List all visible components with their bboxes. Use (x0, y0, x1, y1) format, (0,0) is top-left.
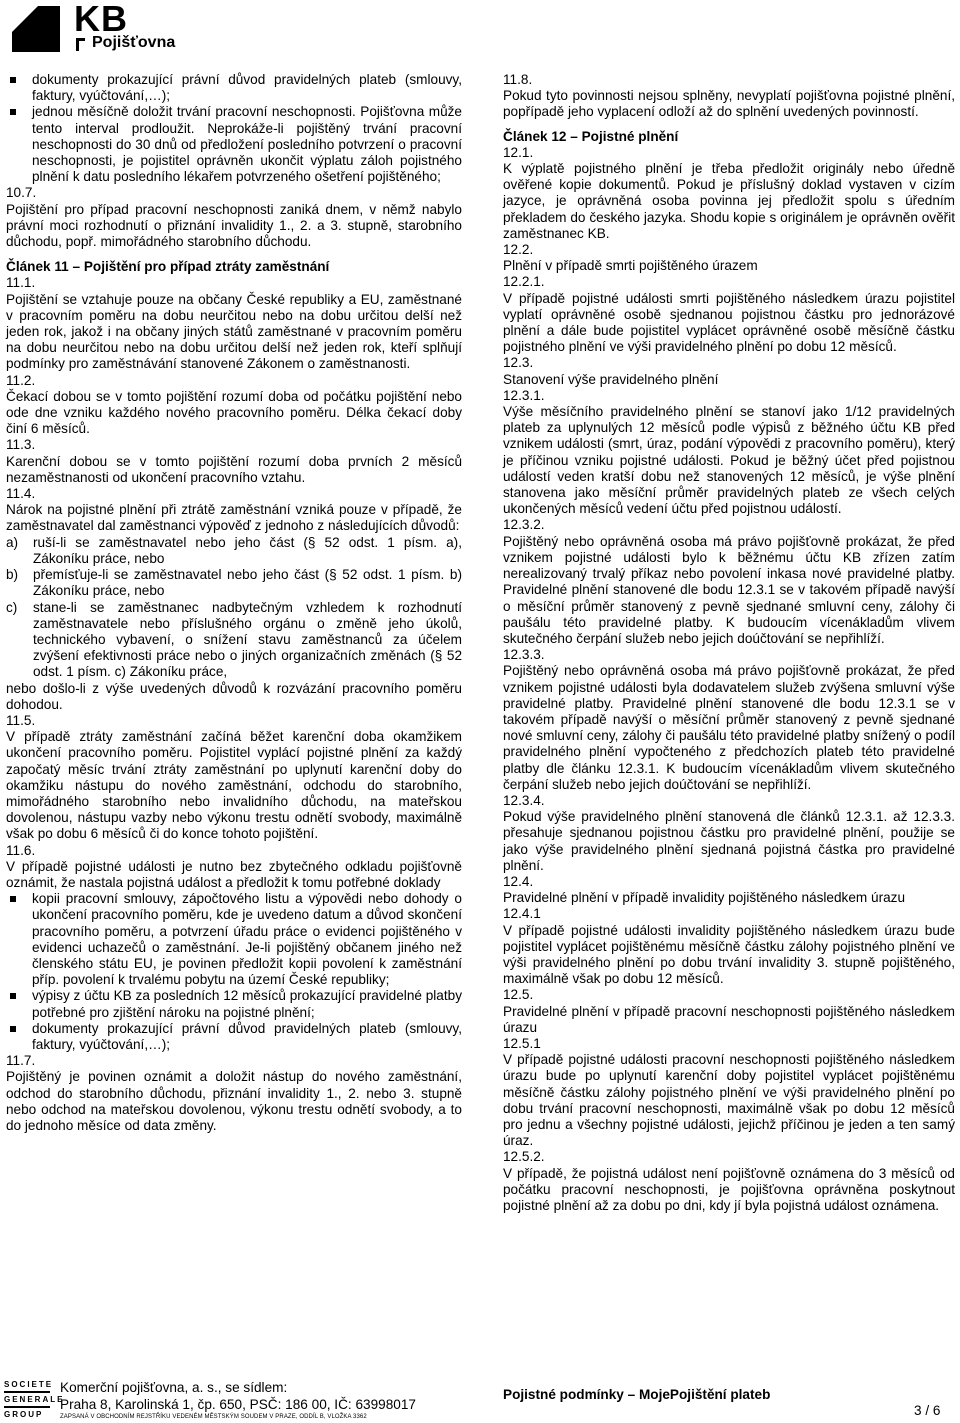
paragraph: Pojištěný nebo oprávněná osoba má právo pojišťovně prokázat, že před vznikem pojistné události bylo k běžnému účtu KB zřízen zatím nerealizovaný trvalý příkaz nebo povolení inkasa nové pravidelné platby. Pravidelné plnění stanovené dle bodu 12.3.1 se v takovém případě navýší o měsíční průměr stanovený z pevně sjednané smluvní ceny, zálohy či paušálu této pravidelné platby. K budoucím vícenákladům vlivem skutečného čerpání služeb nebo jejich doúčtování se nepřihlíží. (503, 533, 955, 646)
item-text: přemísťuje-li se zaměstnavatel nebo jeho část (§ 52 odst. 1 písm. b) Zákoníku práce, nebo (33, 567, 462, 599)
paragraph: Stanovení výše pravidelného plnění (503, 371, 719, 387)
paragraph: V případě ztráty zaměstnání začíná běžet karenční doba okamžikem ukončení pracovního poměru. Pojistitel vyplácí pojistné plnění za každý započatý měsíc trvání ztráty zaměstnání po uplynutí karenční doby do okamžiku nástupu do nového zaměstnání, odchodu do starobního, mimořádného starobního nebo invalidního důchodu, na mateřskou dovolenou, nástupu vazby nebo výkonu trestu odnětí svobody, maximálně však po dobu 6 měsíců či do konce tohoto pojištění. (6, 729, 462, 842)
section-number: 11.2. (6, 372, 36, 388)
article-heading: Článek 11 – Pojištění pro případ ztráty zaměstnání (6, 259, 330, 275)
paragraph: V případě pojistné události pracovní neschopnosti pojištěného následkem úrazu bude po uplynutí karenční doby pojistitel vyplácet pojištěnému měsíčně částku zálohy pojistného plnění ve výši pravidelného plnění po dobu trvání pracovní neschopnosti, maximálně však po dobu 12 měsíců pro jednu a všechny pojistné události, jejichž příčinou je jeden a ten samý úraz. (503, 1052, 955, 1149)
footer-company: Komerční pojišťovna, a. s., se sídlem: (60, 1380, 288, 1395)
paragraph: Pravidelné plnění v případě invalidity pojištěného následkem úrazu (503, 890, 906, 906)
list-item (6, 600, 462, 681)
right-column (503, 72, 955, 1214)
article-heading: Článek 12 – Pojistné plnění (503, 128, 679, 144)
list-item: kopii pracovní smlouvy, zápočtového listu a výpovědi nebo dohody o ukončení pracovního poměru, kde je uvedeno datum a důvod skončení pracovního poměru, a potvrzení úřadu práce o evidenci pojištěného v evidenci uchazečů o zaměstnání. Je-li pojištěný občanem jiného než členského státu EU, je povinen předložit kopii povolení k zaměstnání příp. povolení k trvalému pobytu na území České republiky; (6, 891, 462, 988)
item-label: b) (6, 567, 19, 583)
paragraph: Pojištěný je povinen oznámit a doložit nástup do nového zaměstnání, odchod do starobního důchodu, přiznání invalidity 1., 2. nebo 3. stupně nebo odchod na mateřskou dovolenou, výkonu trestu odnětí svobody, a to do jednoho měsíce od data změny. (6, 1069, 462, 1133)
section-number: 12.5.1 (503, 1035, 541, 1051)
section-number: 12.1. (503, 144, 534, 160)
section-number: 12.3. (503, 355, 534, 371)
bullet-list-documents (6, 891, 462, 1053)
paragraph: Pravidelné plnění v případě pracovní neschopnosti pojištěného následkem úrazu (503, 1003, 955, 1035)
paragraph: Pokud tyto povinnosti nejsou splněny, nevyplatí pojišťovna pojistné plnění, popřípadě jeho vyplacení odloží až do splnění uvedených povinností. (503, 88, 955, 120)
kb-logo-text: KB (74, 0, 128, 39)
societe-generale-logo (4, 1379, 64, 1420)
sg-bar-red (4, 1391, 50, 1393)
item-text: stane-li se zaměstnanec nadbytečným vzhledem k rozhodnutí zaměstnavatele nebo příslušného orgánu o změně jeho úkolů, technického vybavení, o snížení stavu zaměstnanců za účelem zvýšení efektivnosti práce nebo o jiných organizačních změnách (§ 52 odst. 1 písm. c) Zákoníku práce, (33, 599, 462, 680)
kb-logo (12, 0, 187, 52)
paragraph: nebo došlo-li z výše uvedených důvodů k rozvázání pracovního poměru dohodou. (6, 680, 462, 712)
paragraph: Karenční dobou se v tomto pojištění rozumí doba prvních 2 měsíců nezaměstnanosti od ukončení pracovního vztahu. (6, 453, 462, 485)
section-number: 12.4. (503, 873, 534, 889)
section-number: 12.3.2. (503, 517, 545, 533)
sg-line: GROUP (4, 1410, 44, 1419)
paragraph: Pojištěný nebo oprávněná osoba má právo pojišťovně prokázat, že před vznikem pojistné události byla dodavatelem služeb zvýšena smluvní výše pravidelné platby. Pravidelné plnění stanovené dle bodu 12.3.1 se v takovém případě navýší o měsíční průměr stanovený z pevně sjednané nové smluvní ceny, zálohy či paušálu této pravidelné platby snížený o podíl pravidelného plnění vypočteného z předchozích plateb této pravidelné platby dle článku 12.3.1. K budoucím vícenákladům vlivem skutečného čerpání služeb nebo jejich doúčtování se nepřihlíží. (503, 663, 955, 792)
paragraph: V případě pojistné události invalidity pojištěného následkem úrazu bude pojistitel vyplácet pojištěnému měsíčně částku zálohy pojistného plnění ve výši pravidelného plnění po dobu trvání invalidity 3. stupně pojištěného, maximálně však po dobu 12 měsíců. (503, 922, 955, 987)
left-column (6, 72, 462, 1134)
section-number: 11.7. (6, 1053, 36, 1069)
section-number: 11.6. (6, 842, 36, 858)
list-item: dokumenty prokazující právní důvod pravidelných plateb (smlouvy, faktury, vyúčtování,…); (6, 1021, 462, 1053)
section-number: 11.1. (6, 275, 36, 291)
footer-document-title: Pojistné podmínky – MojePojištění plateb (503, 1387, 771, 1402)
sg-bar-black (4, 1406, 50, 1408)
paragraph: V případě pojistné události je nutno bez zbytečného odkladu pojišťovně oznámit, že nastala pojistná událost a předložit k tomu potřebné doklady (6, 858, 462, 890)
paragraph: V případě, že pojistná událost není pojišťovně oznámena do 3 měsíců od počátku pracovní neschopnosti, je pojišťovna oprávněna poskytnout pojistné plnění až za dobu po dni, kdy jí byla pojistná událost oznámena. (503, 1165, 955, 1214)
list-item: jednou měsíčně doložit trvání pracovní neschopnosti. Pojišťovna může tento interval prodloužit. Neprokáže-li pojištěný trvání pracovní neschopnosti do 30 dnů od předložení posledního potvrzení o pracovní neschopnosti, je pojistitel oprávněn ukončit výplatu záloh pojistného plnění k datu posledního lékařem potvrzeného ošetření pojištěného; (6, 104, 462, 185)
section-number: 12.3.4. (503, 792, 545, 808)
footer-address: Praha 8, Karolinská 1, čp. 650, PSČ: 186 00, IČ: 63998017 (60, 1397, 416, 1412)
item-text: ruší-li se zaměstnavatel nebo jeho část (§ 52 odst. 1 písm. a), Zákoníku práce, nebo (33, 534, 462, 566)
page-number: 3 / 6 (914, 1403, 941, 1418)
list-item (6, 567, 462, 599)
item-label: a) (6, 534, 19, 550)
section-number: 12.3.3. (503, 647, 545, 663)
paragraph: Nárok na pojistné plnění při ztrátě zaměstnání vzniká pouze v případě, že zaměstnavatel dal zaměstnanci výpověď z jednoho z následujících důvodů: (6, 502, 462, 534)
paragraph: Pojištění se vztahuje pouze na občany České republiky a EU, zaměstnané v pracovním poměru na dobu neurčitou nebo na dobu určitou delší než jeden rok, jakož i na občany jiných států zaměstnané v pracovním poměru na dobu neurčitou nebo na dobu určitou delší než jeden rok, kteří splňují podmínky pro zaměstnávání stanovené Zákonem o zaměstnanosti. (6, 291, 462, 372)
list-item: dokumenty prokazující právní důvod pravidelných plateb (smlouvy, faktury, vyúčtování,…); (6, 72, 462, 104)
section-number: 11.5. (6, 712, 36, 728)
section-number: 12.5. (503, 987, 534, 1003)
paragraph: K výplatě pojistného plnění je třeba předložit originály nebo úředně ověřené kopie dokumentů. Pokud je příslušný doklad vystaven v cizím jazyce, je oprávněná osoba povinna jej předložit spolu s úředním překladem do českého jazyka. Shodu kopie s originálem je oprávněn ověřit zaměstnanec KB. (503, 161, 955, 241)
list-item (6, 535, 462, 567)
paragraph: Plnění v případě smrti pojištěného úrazem (503, 258, 758, 274)
section-number: 12.4.1 (503, 906, 541, 922)
sg-line: GENERALE (4, 1395, 65, 1404)
paragraph: Čekací dobou se v tomto pojištění rozumí doba od počátku pojištění nebo ode dne vzniku každého nového pracovního poměru. Délka čekací doby činí 6 měsíců. (6, 388, 462, 437)
section-number: 12.2. (503, 242, 534, 258)
kb-logo-mark (12, 6, 60, 52)
section-number: 12.3.1. (503, 387, 545, 403)
item-label: c) (6, 599, 18, 615)
section-number: 11.8. (503, 72, 533, 87)
list-item: výpisy z účtu KB za posledních 12 měsíců prokazující pravidelné platby potřebné pro zjištění nároku na pojistné plnění; (6, 988, 462, 1020)
section-number: 10.7. (6, 185, 37, 201)
kb-logo-subtitle: Pojišťovna (92, 34, 176, 51)
page-footer (0, 1375, 960, 1423)
paragraph: Výše měsíčního pravidelného plnění se stanoví jako 1/12 pravidelných plateb za uplynulých 12 měsíců podle výpisů z běžného účtu KB před vznikem události (smrt, úraz, podání výpovědi z pracovního poměru), který je příčinou vzniku pojistné události. Pokud je běžný účet před pojistnou událostí veden kratší dobu než stanovených 12 měsíců, je výše plnění stanovena jako měsíční průměr pravidelných plateb ze všech celých ukončených měsíců vedení účtu před pojistnou událostí. (503, 404, 955, 517)
section-number: 11.3. (6, 437, 36, 453)
bullet-list-top (6, 72, 462, 185)
paragraph: Pokud výše pravidelného plnění stanovená dle článků 12.3.1. až 12.3.3. přesahuje sjednanou pojistnou částku pro pravidelné plnění, použije se jako výše pravidelného plnění sjednaná pojistná částka pro pravidelné plnění. (503, 809, 955, 873)
paragraph: Pojištění pro případ pracovní neschopnosti zaniká dnem, v němž nabylo právní moci rozhodnutí o přiznání invalidity 1., 2. a 3. stupně, starobního důchodu, popř. mimořádného starobního důchodu. (6, 201, 462, 250)
section-number: 12.2.1. (503, 274, 545, 290)
sg-line: SOCIETE (4, 1380, 54, 1389)
paragraph: V případě pojistné události smrti pojištěného následkem úrazu pojistitel vyplatí oprávněné osobě sjednanou pojistnou částku pro jednorázové plnění a dále bude pojistitel vyplácet oprávněné osobě měsíčně částku pojistného plnění ve výši pravidelného plnění po dobu 12 měsíců. (503, 290, 955, 355)
kb-logo-bracket (76, 38, 85, 51)
section-number: 11.4. (6, 486, 36, 502)
section-number: 12.5.2. (503, 1149, 545, 1165)
footer-register: ZAPSANÁ V OBCHODNÍM REJSTŘÍKU VEDENÉM MĚSTSKÝM SOUDEM V PRAZE, ODDÍL B, VLOŽKA 3362 (60, 1414, 367, 1420)
